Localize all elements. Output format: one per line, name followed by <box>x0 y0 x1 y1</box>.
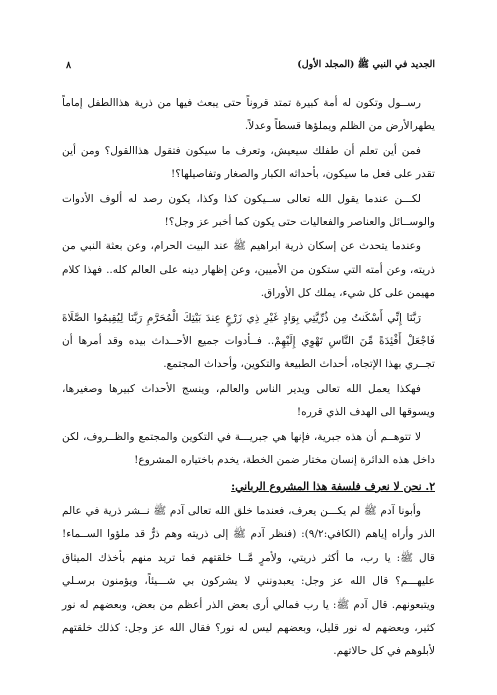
page-header <box>62 58 435 72</box>
paragraph: لكـــن عندما يقول الله تعالى ســيكون كذا وكذا، يكون رصد له ألوف الأدوات والوســائل والعناصر والفعاليات حتى يكون كما أخبر عز وجل؟! <box>62 192 435 229</box>
quranic-verse-paragraph: رَبَّنَا إِنِّي أَسْكَنتُ مِن ذُرِّيَّتِي بِوَادٍ غَيْرِ ذِي زَرْعٍ عِندَ بَيْتِكَ الْمُحَرَّمِ رَبَّنَا لِيُقِيمُوا الصَّلَاةَ فَاجْعَلْ أَفْئِدَةً مِّنَ النَّاسِ تَهْوِي إِلَيْهِمْ.. فــأدوات جميع الأحــداث بيده وقد أمرها أن تجــري بهذا الإتجاه، أحداث الطبيعة والتكوين، وأحداث المجتمع. <box>62 311 435 371</box>
paragraph: لا تتوهــم أن هذه جبرية، فإنها هي جبريـــة في التكوين والمجتمع والظــروف، لكن داخل هذه الدائرة إنسان مختار ضمن الخطة، يخدم باختياره المشروع! <box>62 430 435 467</box>
page-number: ٨ <box>66 59 72 71</box>
paragraph: فمن أين تعلم أن طفلك سيعيش، وتعرف ما سيكون فتقول هذاالقول؟ ومن أين تقدر على فعل ما سيكون، بأحداثه الكبار والصغار وتفاصيلها؟! <box>62 144 435 181</box>
running-title: الجديد في النبي ﷺ (المجلد الأول) <box>297 59 435 70</box>
section-heading: ٢. نحن لا نعرف فلسفة هذا المشروع الرباني: <box>231 479 435 493</box>
paragraph: فهكذا يعمل الله تعالى ويدير الناس والعالم، وينسج الأحداث كبيرها وصغيرها، ويسوقها الى الهدف الذي قرره! <box>62 382 435 419</box>
body-text <box>62 92 435 665</box>
paragraph: وأبونا آدم ﷺ لم يكـــن يعرف، فعندما خلق الله تعالى آدم ﷺ نــشر ذرية في عالم الذر وأراه إياهم (الكافي:٩/٢): (فنظر آدم ﷺ إلى ذريته وهم ذرٌّ قد ملؤوا الســماء! قال ﷺ: يا رب، ما أكثر ذريتي، ولأمرٍ مَّــا خلقتهم فما تريد منهم بأخذك الميثاق عليهـــم؟ قال الله عز وجل: يعبدونني لا يشركون بي شـــيئاً، ويؤمنون برسـلي ويتبعونهم. قال آدم ﷺ: يا رب فمالي أرى بعض الذر أعظم من بعض، وبعضهم له نور كثير، وبعضهم له نور قليل، وبعضهم ليس له نور؟ فقال الله عز وجل: كذلك خلقتهم لأبلوهم في كل حالاتهم. <box>62 504 435 658</box>
paragraph: رســول وتكون له أمة كبيرة تمتد قروناً حتى يبعث فيها من ذرية هذاالطفل إماماً يطهرالأرض من الظلم ويملؤها قسطاً وعدلاً. <box>62 97 435 133</box>
paragraph: وعندما يتحدث عن إسكان ذرية ابراهيم ﷺ عند البيت الحرام، وعن بعثة النبي من ذريته، وعن أمته التي ستكون من الأميين، وعن إظهار دينه على العالم كله.. فهذا كلام مهيمن على كل شيء، يملك كل الأوراق. <box>62 240 435 300</box>
